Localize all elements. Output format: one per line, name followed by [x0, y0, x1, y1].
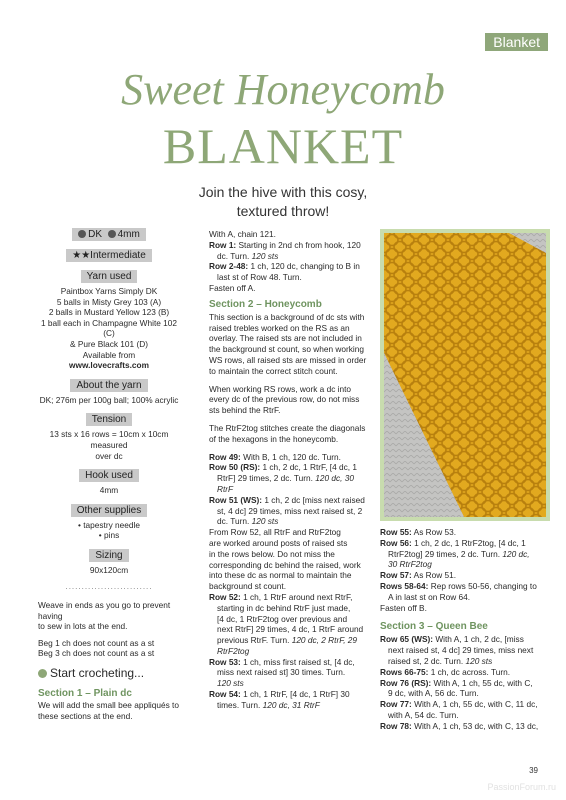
row-label: Row 56: — [380, 537, 412, 548]
note-line: Beg 1 ch does not count as a st — [38, 637, 155, 648]
note-line: these sections at the end. — [38, 710, 133, 721]
row-label: Row 52: — [209, 591, 241, 602]
para-line: When working RS rows, work a dc into — [209, 383, 352, 394]
yarn-used-body — [38, 286, 180, 371]
yarn-line: 2 balls in Mustard Yellow 123 (B) — [48, 307, 170, 318]
row-text: starting in dc behind RtrF just made, — [217, 602, 351, 613]
yarn-ball-icon — [78, 230, 86, 238]
hook-heading: Hook used — [79, 469, 139, 482]
pattern-column-right — [380, 527, 552, 732]
row-label: Row 65 (WS): — [380, 634, 434, 645]
subtitle — [0, 183, 566, 221]
row-label: Row 54: — [209, 689, 241, 700]
subtitle-line1: Join the hive with this cosy, — [198, 184, 368, 200]
para-line: raised trebles worked on the RS as an — [209, 322, 350, 333]
yarn-line: Available from — [82, 349, 136, 360]
row-text: dc. Turn. — [217, 250, 252, 261]
row-label: Row 50 (RS): — [209, 462, 261, 473]
bullet-icon — [38, 669, 47, 678]
yarn-line: & Pure Black 101 (D) — [70, 338, 148, 349]
row-count: 120 sts — [251, 516, 279, 527]
para-line: From Row 52, all RtrF and RtrF2tog — [209, 527, 341, 538]
row-text: [4 dc, 1 RtrF2tog over previous and — [217, 613, 348, 624]
hook-size: 4mm — [117, 229, 140, 240]
note-line: We will add the small bee appliqués to — [38, 700, 179, 711]
row-text: times. Turn. — [217, 699, 263, 710]
row-label: Row 57: — [380, 570, 412, 581]
para-line: corresponding dc behind the raised, work — [209, 559, 361, 570]
note-line: Weave in ends as you go to prevent having — [38, 600, 171, 621]
section2-intro — [209, 312, 369, 377]
yarn-used-heading: Yarn used — [81, 270, 138, 283]
sizing-text: 90x120cm — [89, 564, 129, 575]
hook-text: 4mm — [99, 485, 119, 496]
subtitle-line2: textured throw! — [236, 203, 330, 219]
level-text: Intermediate — [90, 250, 146, 261]
yarn-line: 5 balls in Misty Grey 103 (A) — [56, 296, 162, 307]
page-number: 39 — [529, 766, 538, 775]
row-count: 120 dc, 2 RtrF, 29 — [291, 635, 358, 646]
tension-line: 13 sts x 16 rows = 10cm x 10cm measured — [49, 429, 169, 450]
row-text: With B, 1 ch, 120 dc. Turn. — [240, 451, 341, 462]
para-line: sts behind the RtrF. — [209, 405, 281, 416]
pattern-column-middle — [209, 229, 369, 711]
info-column — [38, 228, 180, 721]
row-text: As Row 51. — [411, 570, 457, 581]
row-text: miss next raised st] 30 times. Turn. — [217, 667, 346, 678]
row-count: RtrF2tog — [217, 645, 250, 656]
para-line: to maintain the correct stitch count. — [209, 365, 338, 376]
yarn-weight: DK — [88, 229, 103, 240]
tension-line: over dc — [95, 450, 123, 461]
beg-notes — [38, 638, 180, 659]
tension-body — [38, 429, 180, 461]
row-text: 1 ch, 120 dc, changing to B in — [248, 261, 360, 272]
pattern-line: Fasten off A. — [209, 282, 256, 293]
row-text: dc. Turn. — [217, 516, 252, 527]
category-tag: Blanket — [485, 33, 548, 51]
row-count: 120 dc, 31 RtrF — [262, 699, 320, 710]
row-label: Row 51 (WS): — [209, 494, 263, 505]
divider: ........................... — [65, 581, 153, 591]
row-text: 1 ch, 2 dc, 1 RtrF2tog, [4 dc, 1 — [411, 537, 526, 548]
list-item: • pins — [98, 530, 120, 541]
row-count: 120 sts — [251, 250, 279, 261]
level-stars: ★★ — [72, 250, 91, 261]
row-text: Rep rows 50-56, changing to — [428, 580, 537, 591]
row-text: RtrF] 29 times, 2 dc. Turn. — [217, 473, 316, 484]
section1-heading: Section 1 – Plain dc — [38, 688, 132, 700]
row-text: As Row 53. — [411, 527, 457, 537]
row-count: 120 dc, 30 RtrF — [217, 473, 354, 494]
row-text: RtrF2tog] 29 times, 2 dc. Turn. — [388, 548, 503, 559]
row-text: 1 ch, 1 RtrF around next RtrF, — [240, 591, 353, 602]
yarn-weight-badge — [72, 228, 146, 241]
row-label: Rows 66-75: — [380, 666, 429, 677]
para-line: background st count. — [209, 581, 287, 592]
row-label: Row 55: — [380, 527, 412, 537]
about-yarn-text: DK; 276m per 100g ball; 100% acrylic — [39, 394, 179, 405]
row-text: With A, 1 ch, 53 dc, with C, 13 dc, — [411, 720, 539, 731]
row-label: Row 49: — [209, 451, 241, 462]
row-text: 9 dc, with A, 56 dc. Turn. — [388, 688, 479, 699]
pattern-line: Fasten off B. — [380, 602, 427, 613]
row-label: Row 78: — [380, 720, 412, 731]
supplies-list — [38, 520, 180, 541]
para-line: every dc of the previous row, do not miss — [209, 394, 360, 405]
row-text: A in last st on Row 64. — [388, 591, 471, 602]
pattern-line: With A, chain 121. — [209, 229, 276, 239]
row-text: 1 ch, 1 RtrF, [4 dc, 1 RtrF] 30 — [240, 689, 350, 700]
row-label: Row 1: — [209, 239, 237, 250]
para-line: overlay. The raised sts are not included in — [209, 333, 362, 344]
row-text: st, 4 dc] 29 times, miss next raised st, 2 — [217, 505, 363, 516]
tension-heading: Tension — [86, 413, 132, 426]
row-count: 30 RtrF2tog — [388, 559, 432, 570]
row-label: Row 53: — [209, 656, 241, 667]
title-main: BLANKET — [162, 118, 404, 174]
row-text: 1 ch, 2 dc, 1 RtrF, [4 dc, 1 — [260, 462, 358, 473]
para-line: WS rows, all raised sts are missed in order — [209, 354, 367, 365]
para-line: This section is a background of dc sts with — [209, 311, 365, 322]
yarn-line: Paintbox Yarns Simply DK — [60, 286, 158, 296]
blanket-photo — [384, 233, 546, 517]
row-text: raised st, 2 dc. Turn. — [388, 655, 466, 666]
row-text: next raised st, 4 dc] 29 times, miss next — [388, 645, 534, 656]
para-line: into these dc as normal to maintain the — [209, 570, 352, 581]
row-label: Row 77: — [380, 699, 412, 710]
level-badge — [66, 249, 152, 262]
para-line: in the rows below. Do not miss the — [209, 548, 335, 559]
row-text: with A, 54 dc. Turn. — [388, 709, 459, 720]
hook-icon — [108, 230, 116, 238]
para-line: of the hexagons in the honeycomb. — [209, 433, 339, 444]
row-text: 1 ch, dc across. Turn. — [428, 666, 511, 677]
para-line: are worked around posts of raised sts — [209, 537, 348, 548]
para-line: The RtrF2tog stitches create the diagonals — [209, 422, 366, 433]
rs-rows-note — [209, 384, 369, 416]
row-text: previous RtrF. Turn. — [217, 635, 292, 646]
row-text: With A, 1 ch, 55 dc, with C, 11 dc, — [411, 699, 538, 710]
row-count: 120 sts — [217, 678, 244, 689]
section3-heading: Section 3 – Queen Bee — [380, 621, 488, 633]
list-item: • tapestry needle — [78, 519, 140, 530]
row-text: 1 ch, 2 dc [miss next raised — [262, 494, 365, 505]
para-line: the background st count, so when working — [209, 344, 364, 355]
note-line: to sew in lots at the end. — [38, 621, 128, 632]
row-text: With A, 1 ch, 2 dc, [miss — [433, 634, 524, 645]
section2-heading: Section 2 – Honeycomb — [209, 298, 322, 310]
row-label: Rows 58-64: — [380, 580, 429, 591]
row-text: last st of Row 48. Turn. — [217, 272, 302, 283]
row-text: Starting in 2nd ch from hook, 120 — [236, 239, 361, 250]
row-count: 120 dc, — [502, 548, 530, 559]
start-text: Start crocheting... — [50, 666, 145, 681]
row-count: 120 sts — [465, 655, 493, 666]
watermark: PassionForum.ru — [487, 782, 556, 792]
note-line: Beg 3 ch does not count as a st — [38, 648, 155, 659]
row-text: next RtrF] 29 times, 4 dc, 1 RtrF around — [217, 624, 364, 635]
yarn-line: 1 ball each in Champagne White 102 (C) — [40, 317, 178, 339]
sizing-heading: Sizing — [89, 549, 128, 562]
row-text: 1 ch, miss first raised st, [4 dc, — [240, 656, 355, 667]
supplies-heading: Other supplies — [71, 504, 147, 517]
title-script: Sweet Honeycomb — [121, 65, 445, 114]
weave-note — [38, 600, 180, 632]
row-label: Row 76 (RS): — [380, 677, 432, 688]
website-link[interactable]: www.lovecrafts.com — [69, 360, 149, 371]
blanket-photo-frame — [380, 229, 550, 521]
row-label: Row 2-48: — [209, 261, 249, 272]
start-heading — [38, 665, 180, 681]
about-yarn-heading: About the yarn — [70, 379, 147, 392]
rtrf2tog-note — [209, 423, 369, 445]
row-text: With A, 1 ch, 55 dc, with C, — [431, 677, 533, 688]
